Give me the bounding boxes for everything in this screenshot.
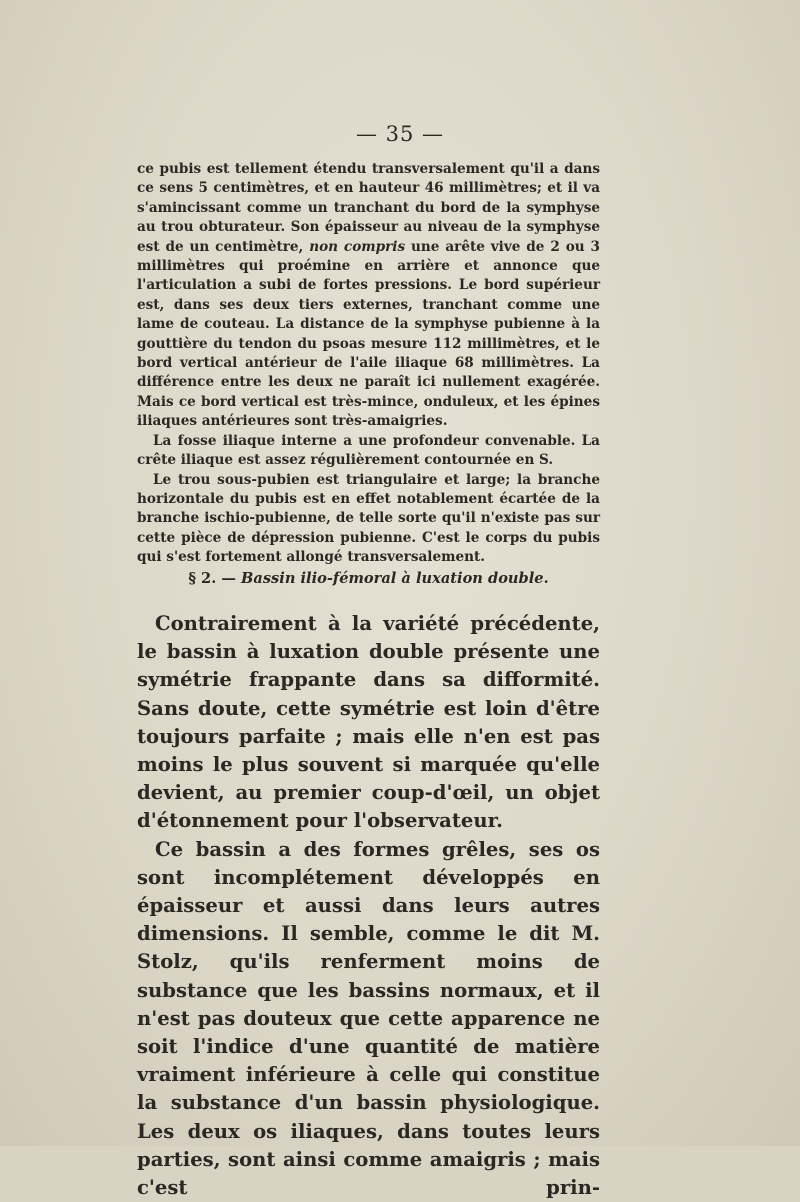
small-text-block — [137, 160, 600, 568]
section-heading — [137, 570, 600, 587]
paragraph-4: Contrairement à la variété précédente, le bassin à luxation double présente une symétrie frappante dans sa difformité. Sans doute, cette symétrie est loin d'être toujours parfaite ; mais elle n'en est pas moins le plus souvent si marquée qu'elle devient, au premier coup-d'œil, un objet d'étonnement pour l'observateur. — [137, 612, 600, 833]
paragraph-1-text-b: une arête vive de 2 ou 3 millimètres qui proémine en arrière et annonce que l'articulation a subi de fortes pressions. Le bord supérieur est, dans ses deux tiers externes, tranchant comme une lame de couteau. La distance de la symphyse pubienne à la gouttière du tendon du psoas mesure 112 millimètres, et le bord vertical antérieur de l'aile iliaque 68 millimètres. La différence entre les deux ne paraît ici nullement exagérée. Mais ce bord vertical est très-mince, onduleux, et les épines iliaques antérieures sont très-amaigries. — [137, 238, 600, 430]
paragraph-2: La fosse iliaque interne a une profondeur convenable. La crête iliaque est assez régulièrement contournée en S. — [137, 432, 600, 469]
paragraph-1-text-a: ce pubis est tellement étendu transversalement qu'il a dans ce sens 5 centimètres, et en hauteur 46 millimètres; et il va s'amincissant comme un tranchant du bord de la symphyse au trou obturateur. Son épaisseur au niveau de la symphyse est de un centimètre, — [137, 161, 600, 255]
page-number: — 35 — — [355, 122, 445, 146]
paragraph-1 — [137, 160, 600, 432]
section-title: Bassin ilio-fémoral à luxation double. — [241, 570, 549, 587]
section-number: § 2. — — [188, 570, 236, 587]
paragraph-3: Le trou sous-pubien est triangulaire et large; la branche horizontale du pubis est en effet notablement écartée de la branche ischio-pubienne, de telle sorte qu'il n'existe pas sur cette pièce de dépression pubienne. C'est le corps du pubis qui s'est fortement allongé transversalement. — [137, 471, 600, 566]
paragraph-5: Ce bassin a des formes grêles, ses os sont incomplétement développés en épaisseur et aussi dans leurs autres dimensions. Il semble, comme le dit M. Stolz, qu'ils renferment moins de substance que les bassins normaux, et il n'est pas douteux que cette apparence ne soit l'indice d'une quantité de matière vraiment inférieure à celle qui constitue la substance d'un bassin physiologique. Les deux os iliaques, dans toutes leurs parties, sont ainsi comme amaigris ; mais c'est prin- — [137, 837, 600, 1200]
large-text-block — [137, 610, 600, 1202]
paragraph-1-italic: non compris — [309, 238, 406, 255]
